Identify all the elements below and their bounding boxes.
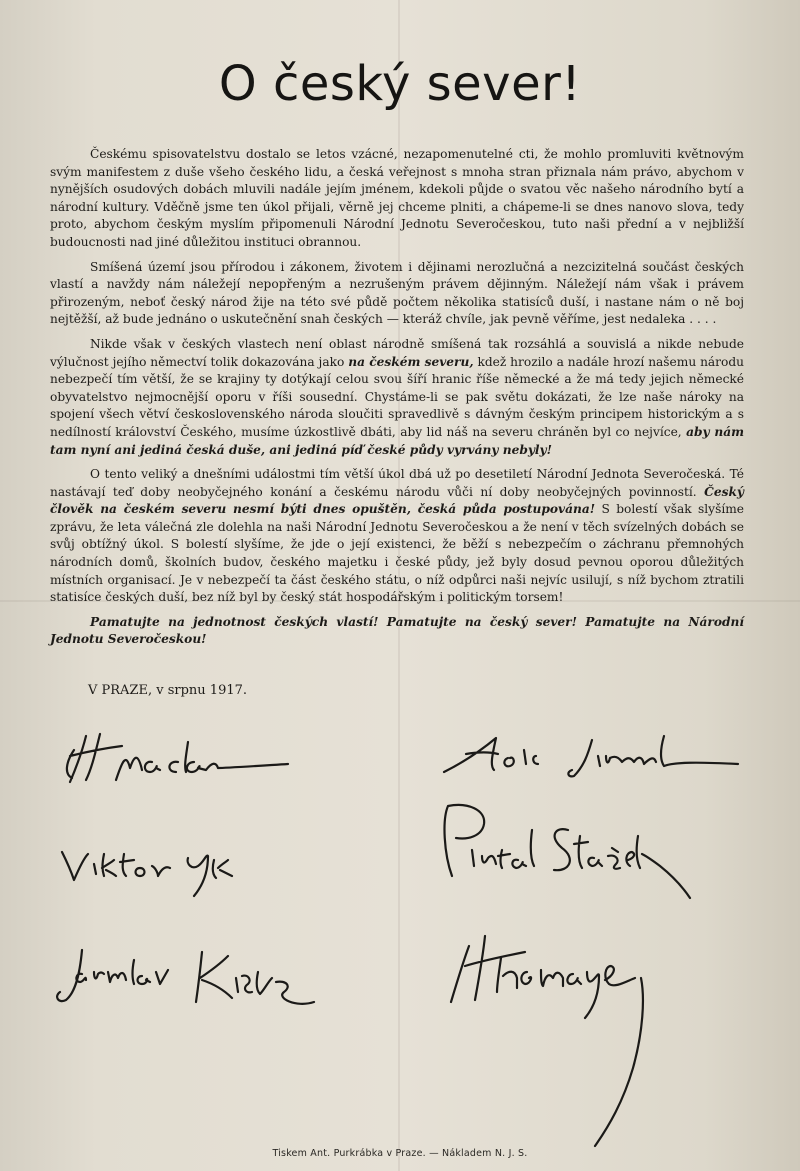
- signature-macha: [56, 722, 296, 792]
- signature-stasek: [438, 800, 698, 910]
- signature-jirasek: [438, 726, 748, 786]
- paragraph-text: kdež hrozilo a nadále hrozí našemu národu nebezpečí tím větší, že se krajiny ty dotýkají celou svou šíří hranic říše německé a že má tedy jejich německé obyvatelstvo nejmocnější oporu v říši sousední. Chystáme-li se pak světu dokázati, že lze naše nároky na spojení všech větví československého národa sloučiti spravedlivě s dávným českým principem historickým a s nedílností království Českého, musíme úzkostlivě dbáti, aby lid náš na severu chráněn byl co nejvíce,: [50, 354, 744, 439]
- emphasized-text: Pamatujte na jednotnost českých vlastí! Pamatujte na český sever! Pamatujte na Národní Jednotu Severočeskou!: [50, 614, 744, 647]
- paragraph-text: Českému spisovatelstvu dostalo se letos vzácné, nezapomenutelné cti, že mohlo promluviti květnovým svým manifestem z duše všeho českého lidu, a česká veřejnost s mnoha stran přiznala nám právo, abychom v nynějších osudových dobách mluvili nadále jejím jménem, kdekoli půjde o svatou věc našeho národního bytí a národní kultury. Vděčně jsme ten úkol přijali, věrně jej chceme plniti, a chápeme-li se dnes nanovo slova, tedy proto, abychom českým myslím připomenuli Národní Jednotu Severočeskou, tuto naši přední a v nejbližší budoucnosti nad jiné důležitou instituci obrannou.: [50, 147, 744, 249]
- emphasized-text: Český člověk na českém severu nesmí býti dnes opuštěn, česká půda postupována!: [50, 484, 744, 517]
- body-paragraph: [50, 259, 744, 329]
- manifesto-body: [50, 146, 744, 656]
- emphasized-text: aby nám tam nyní ani jediná česká duše, ani jediná píď české půdy vyrvány nebyly!: [50, 424, 744, 457]
- paragraph-text: Nikde však v českých vlastech není oblast národně smíšená tak rozsáhlá a souvislá a nikde nebude výlučnost jejího němectví tolik dokazována jako: [50, 336, 744, 369]
- signature-dyk: [58, 840, 258, 900]
- paragraph-text: S bolestí však slyšíme zprávu, že leta válečná zle dolehla na naši Národní Jednotu Severočeskou a že není v těch svízelných dobách se svůj obtížný úkol. S bolestí slyšíme, že jde o její existenci, že běží s nebezpečím o záchranu přemnohých národních domů, školních budov, českého majetku i české půdy, jež byly dosud pevnou oporou důležitých místních organisací. Je v nebezpečí ta část českého státu, o níž odpůrci naši nejvíc usilují, s níž bychom ztratili statisíce českých duší, bez níž byl by český stát hospodářským i politickým torsem!: [50, 502, 744, 605]
- paragraph-text: O tento veliký a dnešními událostmi tím větší úkol dbá už po desetiletí Národní Jednota Severočeská. Té nastávají teď doby neobyčejného konání a českému národu vůči ní doby neobyčejných povinností.: [50, 467, 744, 499]
- emphasized-text: na českém severu,: [348, 354, 474, 369]
- paragraph-text: Smíšená území jsou přírodou i zákonem, životem i dějinami nerozlučná a nezcizitelná součást českých vlastí a navždy nám náležejí nepopřeným a nezrušeným právem dějinným. Náležejí nám však i právem přirozeným, neboť český národ žije na této své půdě počtem několika statisíců duší, i nastane nám o ně boj nejtěžší, až bude jednáno o uskutečnění snah českých — kteráž chvíle, jak pevně věříme, jest nedaleka . . . .: [50, 259, 744, 327]
- body-paragraph: [50, 466, 744, 607]
- body-paragraph: [50, 146, 744, 252]
- body-paragraph: [50, 336, 744, 459]
- dateline: V PRAZE, v srpnu 1917.: [88, 683, 248, 698]
- signature-kvapil: [52, 942, 322, 1017]
- body-paragraph: [50, 614, 744, 649]
- printer-footer: Tiskem Ant. Purkrábka v Praze. — Nákladem N. J. S.: [272, 1148, 528, 1159]
- document-title: O český sever!: [218, 56, 582, 112]
- signature-thomayer: [445, 922, 675, 1152]
